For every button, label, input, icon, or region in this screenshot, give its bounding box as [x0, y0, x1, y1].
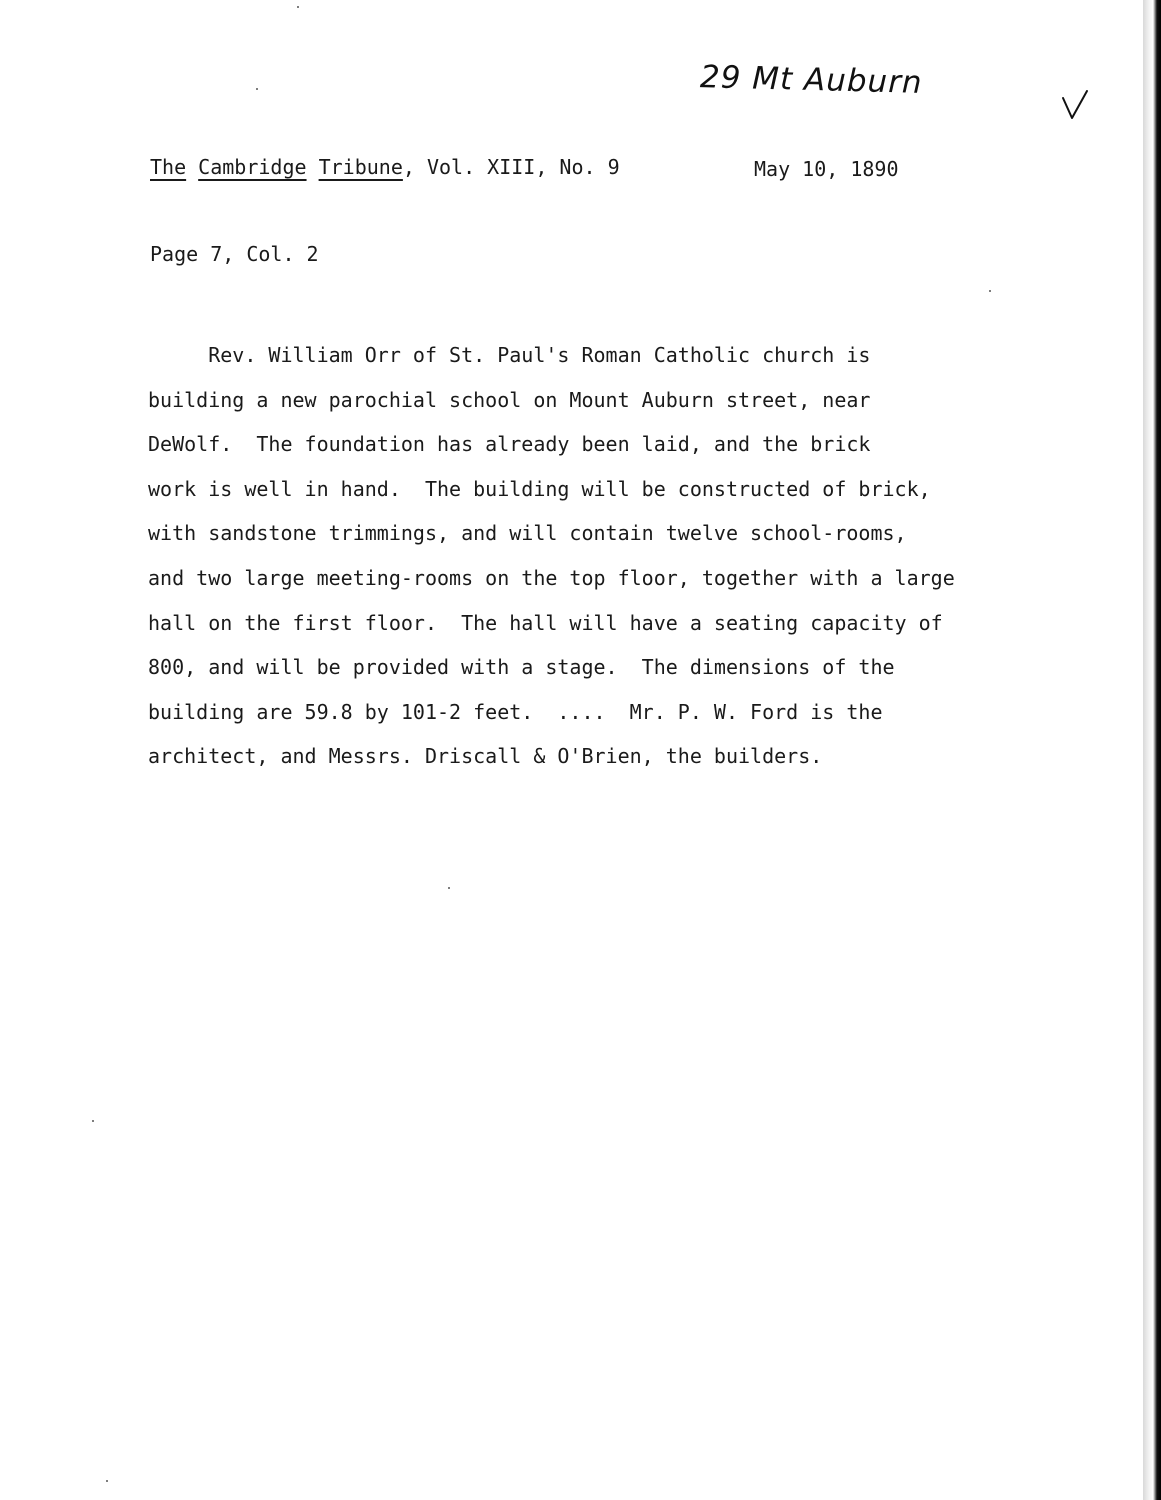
article-line: work is well in hand. The building will be constructed of brick, [148, 476, 931, 501]
check-mark-icon [1060, 88, 1090, 122]
article-line: building a new parochial school on Mount Auburn street, near [148, 387, 871, 412]
publication-date: May 10, 1890 [754, 157, 899, 181]
article-line: Rev. William Orr of St. Paul's Roman Catholic church is [148, 343, 871, 367]
scan-speck [448, 887, 450, 889]
volume-number: , Vol. XIII, No. 9 [402, 155, 620, 179]
article-line: architect, and Messrs. Driscall & O'Brien, the builders. [148, 744, 823, 769]
handwritten-address-note: 29 Mt Auburn [699, 59, 924, 101]
article-line: DeWolf. The foundation has already been laid, and the brick [148, 432, 871, 457]
publication-header [150, 155, 620, 179]
scan-speck [106, 1480, 108, 1482]
article-line: building are 59.8 by 101-2 feet. .... Mr. P. W. Ford is the [148, 699, 883, 724]
article-line: 800, and will be provided with a stage. The dimensions of the [148, 655, 895, 680]
scan-edge [1143, 0, 1161, 1500]
publication-name-word: Tribune [318, 155, 403, 179]
publication-name-word: Cambridge [198, 155, 307, 179]
article-line: hall on the first floor. The hall will have a seating capacity of [148, 610, 943, 635]
article-body [148, 333, 955, 779]
scan-speck [989, 290, 991, 292]
scan-speck [256, 88, 258, 90]
publication-name-word: The [150, 155, 187, 179]
article-line: and two large meeting-rooms on the top floor, together with a large [148, 565, 955, 590]
scan-speck [92, 1120, 94, 1122]
article-line: with sandstone trimmings, and will contain twelve school-rooms, [148, 521, 907, 546]
page-column-reference: Page 7, Col. 2 [150, 242, 319, 266]
scan-speck [297, 6, 299, 8]
